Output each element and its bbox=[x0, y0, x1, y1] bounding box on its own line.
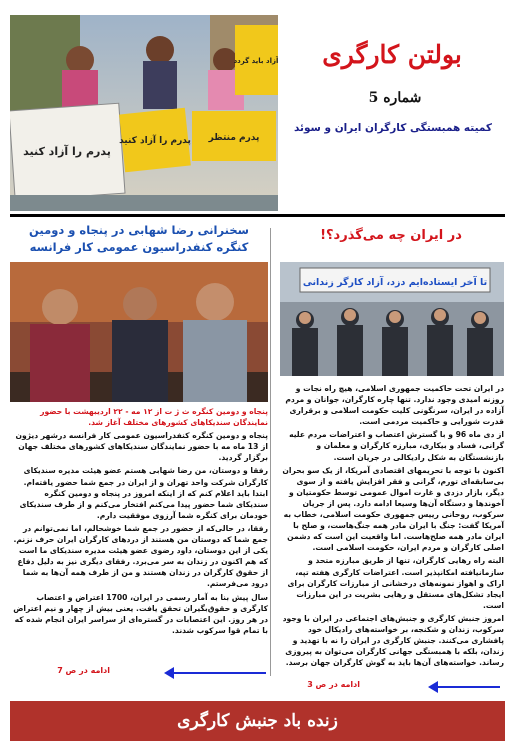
protest-sign-1 bbox=[10, 103, 125, 200]
left-continued-note[interactable]: ادامه در ص 7 bbox=[57, 666, 110, 675]
right-article-body bbox=[278, 383, 504, 670]
banner-slogan: تا آخر ایستاده‌ایم دزد، آزاد کارگر زندانی bbox=[302, 277, 488, 288]
left-article-headline bbox=[10, 222, 268, 256]
paragraph: از دی ماه 96 و با گسترش اعتصاب و اعتراضات مردم علیه گرانی، فساد و بیکاری، مبارزه کارگران و معلمان و بازنشستگان به شکل رادیکالی در جریان است. bbox=[289, 430, 504, 462]
paragraph: رفقا و دوستان، من رضا شهابی هستم عضو هیئت مدیره سندیکای کارگران شرکت واحد تهران و از ایران در جمع شما حضور یافته‌ام. ابتدا باید اعلام کنم که از اینکه امروز در پنجاه و دومین کنگره سندیکای شما حضور پیدا می‌کنم افتخار می‌کنم و از طرف سندیکای خودمان برای کنگره شما آرزوی موفقیت دارم. bbox=[19, 466, 268, 520]
protest-sign-2 bbox=[119, 108, 191, 173]
left-article-body bbox=[10, 406, 268, 638]
paragraph: البته راه رهایی کارگران، تنها از طریق مبارزه متحد و سازمانیافته امکانپذیر است. اعتراضات کارگری هفته تپه، اراک و اهواز نمونه‌های درخشانی از مبارزات کارگران برای ایجاد تشکل‌های مستقل و رهایی بشریت در این مبارزات است. bbox=[287, 556, 504, 610]
headline-line-2: کنگره کنفدراسیون عمومی کار فرانسه bbox=[29, 240, 249, 254]
paragraph: رفقا، در حالی‌که از حضور در جمع شما خوشحالم، اما نمی‌توانم در جمع شما که دوستان من هستند از دردهای کارگران ایران حرف نزنم. یکی از این دوستان، داود رضوی عضو هیئت مدیره سندیکای ما است که هم اکنون در زندان به سر می‌برد. رفقای دیگری نیز به دلیل دفاع از حقوق کارگران در زندان هستند و من از طرف همه آن‌ها به شما درود می‌فرستم. bbox=[13, 523, 268, 589]
right-article-headline: در ایران چه می‌گذرد؟! bbox=[320, 228, 462, 243]
section-divider bbox=[10, 214, 505, 217]
footer-slogan: زنده باد جنبش کارگری bbox=[10, 701, 505, 741]
svg-text:پدرم را آزاد کنید: پدرم را آزاد کنید bbox=[23, 145, 111, 158]
three-men-photo bbox=[10, 262, 268, 402]
publisher-name: کمیته همبستگی کارگران ایران و سوئد bbox=[293, 122, 493, 134]
issue-number: شماره 5 bbox=[368, 90, 422, 106]
protest-workers-photo bbox=[280, 262, 504, 376]
article-lead: پنجاه و دومین کنگره ث ژ ت از ۱۲ مه - ۲۲ اردیبهشت با حضور نمایندگان سندیکاهای کشورهای مختلف آغاز شد. bbox=[40, 407, 268, 428]
paragraph: پنجاه و دومین کنگره کنفدراسیون عمومی کار فرانسه درشهر دیژون از 13 ماه مه با حضور نمایندگان سندیکاهای کشورهای مختلف جهان برگزار گردید. bbox=[15, 431, 268, 463]
svg-text:پدرم را آزاد کنید: پدرم را آزاد کنید bbox=[119, 136, 191, 146]
paragraph: اکنون با توجه با تحریمهای اقتصادی آمریکا، از یک سو بحران بی‌سابقه‌ای تورم، گرانی و فقر افزایش یافته و از سوی دیگر، بازار دزدی و غارت اموال عمومی توسط حکومتیان و آخوندها و دستگاه آن‌ها وسیعا ادامه دارد. پس از جریان سرکوب، روحانی رییس جمهوری حکومت اسلامی، خطاب به آمریکا گفت: جنگ با ایران مادر همه جنگ‌هاست، و صلح با ایران مادر همه صلح‌هاست. اما واقعیت این است که دشمن اصلی کارگران و مردم ایران، حکومت اسلامی است. bbox=[282, 465, 504, 553]
bulletin-title: بولتن کارگری bbox=[322, 40, 462, 69]
headline-line-1: سخنرانی رضا شهابی در پنجاه و دومین bbox=[29, 223, 249, 237]
paragraph: سال پیش بنا به آمار رسمی در ایران، 1700 اعتراض و اعتصاب کارگری و حقوق‌بگیران تحقق یافت. یعنی بیش از چهار و نیم اعتراض در هر روز. این اعتصابات در گستره‌ای از سراسر ایران انجام شده که با تمام قوا سرکوب شدند. bbox=[13, 592, 268, 635]
svg-text:آزاد باید گردد: آزاد باید گردد bbox=[233, 57, 278, 65]
right-continued-note[interactable]: ادامه در ص 3 bbox=[307, 680, 360, 689]
protest-sign-3 bbox=[192, 111, 276, 161]
left-continue-arrow bbox=[166, 672, 266, 674]
cover-photo bbox=[10, 15, 278, 211]
protest-sign-4 bbox=[234, 25, 278, 95]
column-divider bbox=[270, 228, 271, 676]
paragraph: در ایران تحت حاکمیت جمهوری اسلامی، هیچ راه نجات و روزنه امیدی وجود ندارد. تنها چاره کارگران، جوانان و مردم آزاده در ایران، سرنگونی کلیت حکومت اسلامی و برقراری قدرت شورایی و حاکمیت مردمی است. bbox=[285, 384, 504, 427]
right-continue-arrow bbox=[430, 686, 500, 688]
svg-text:پدرم منتظر: پدرم منتظر bbox=[208, 133, 260, 143]
paragraph: امروز جنبش کارگری و جنبش‌های اجتماعی در ایران با وجود سرکوب، زندان و شکنجه، بر خواسته‌های رادیکال خود پافشاری می‌کنند. جنبش کارگری در ایران را نه با تهدید و زندان، بلکه با همبستگی جهانی کارگران می‌توان به پیروزی رساند. خواسته‌های آن‌ها باید به گوش کارگران جهان برسد. bbox=[282, 613, 504, 668]
